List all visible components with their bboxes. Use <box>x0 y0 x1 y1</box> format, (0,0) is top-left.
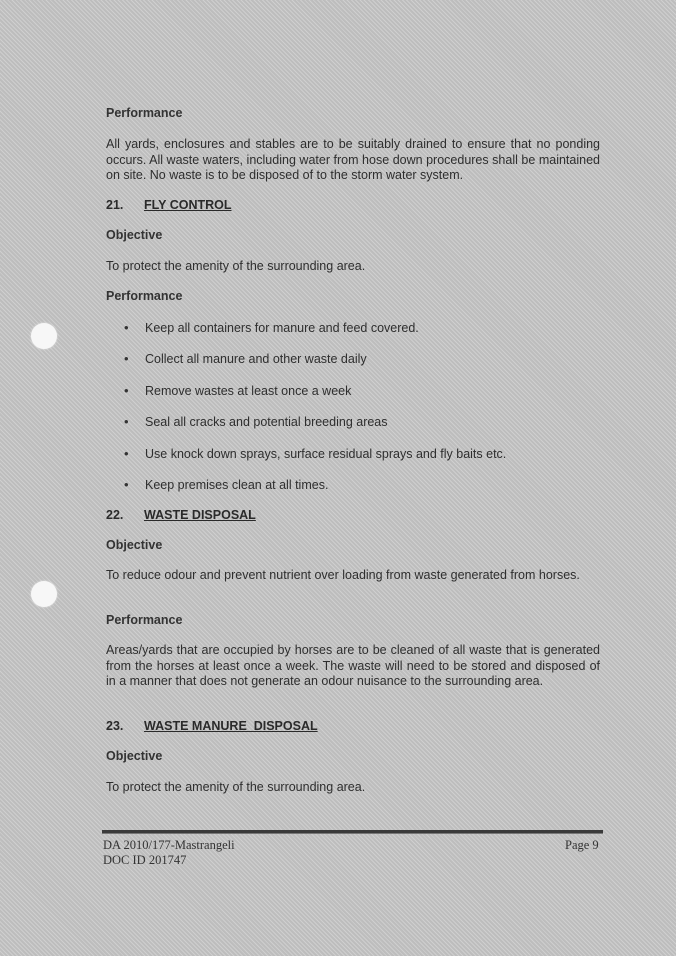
list-item-text: Seal all cracks and potential breeding areas <box>145 415 388 429</box>
section-23-title: WASTE MANURE DISPOSAL <box>144 719 318 733</box>
section-22-objective-text: To reduce odour and prevent nutrient over loading from waste generated from horses. <box>106 568 580 582</box>
list-item-text: Collect all manure and other waste daily <box>145 352 367 366</box>
list-item-text: Keep all containers for manure and feed covered. <box>145 321 419 335</box>
section-22-title: WASTE DISPOSAL <box>144 508 256 522</box>
section-22-number: 22. <box>106 508 124 522</box>
section-21-title: FLY CONTROL <box>144 198 232 212</box>
footer-reference <box>103 838 235 868</box>
footer-divider <box>102 830 603 834</box>
list-item-text: Remove wastes at least once a week <box>145 384 352 398</box>
section-22-objective-heading: Objective <box>106 538 163 552</box>
bullet-icon: • <box>124 477 129 492</box>
section-21-number: 21. <box>106 198 124 212</box>
bullet-icon: • <box>124 320 129 335</box>
footer-doc-id: DOC ID 201747 <box>103 853 187 867</box>
bullet-icon: • <box>124 446 129 461</box>
page-number: Page 9 <box>565 838 599 852</box>
section-21-objective-text: To protect the amenity of the surrounding area. <box>106 259 366 273</box>
bullet-icon: • <box>124 351 129 366</box>
performance-paragraph-1: All yards, enclosures and stables are to be suitably drained to ensure that no ponding occurs. All waste waters, including water from hose down procedures shall be maintained on site. No waste is to be disposed of to the storm water system. <box>106 137 600 182</box>
section-22-performance-heading: Performance <box>106 613 183 627</box>
section-22-performance-text: Areas/yards that are occupied by horses are to be cleaned of all waste that is generated from the horses at least once a week. The waste will need to be stored and disposed of in a manner that does not generate an odour nuisance to the surrounding area. <box>106 643 600 688</box>
section-23-objective-heading: Objective <box>106 749 163 763</box>
bullet-icon: • <box>124 383 129 398</box>
section-21-objective-heading: Objective <box>106 228 163 242</box>
bullet-icon: • <box>124 414 129 429</box>
section-23-number: 23. <box>106 719 124 733</box>
section-21-performance-heading: Performance <box>106 289 183 303</box>
footer-da-number: DA 2010/177-Mastrangeli <box>103 838 235 852</box>
performance-heading-1: Performance <box>106 106 183 120</box>
section-23-objective-text: To protect the amenity of the surrounding area. <box>106 780 366 794</box>
list-item-text: Keep premises clean at all times. <box>145 478 329 492</box>
list-item-text: Use knock down sprays, surface residual sprays and fly baits etc. <box>145 447 507 461</box>
